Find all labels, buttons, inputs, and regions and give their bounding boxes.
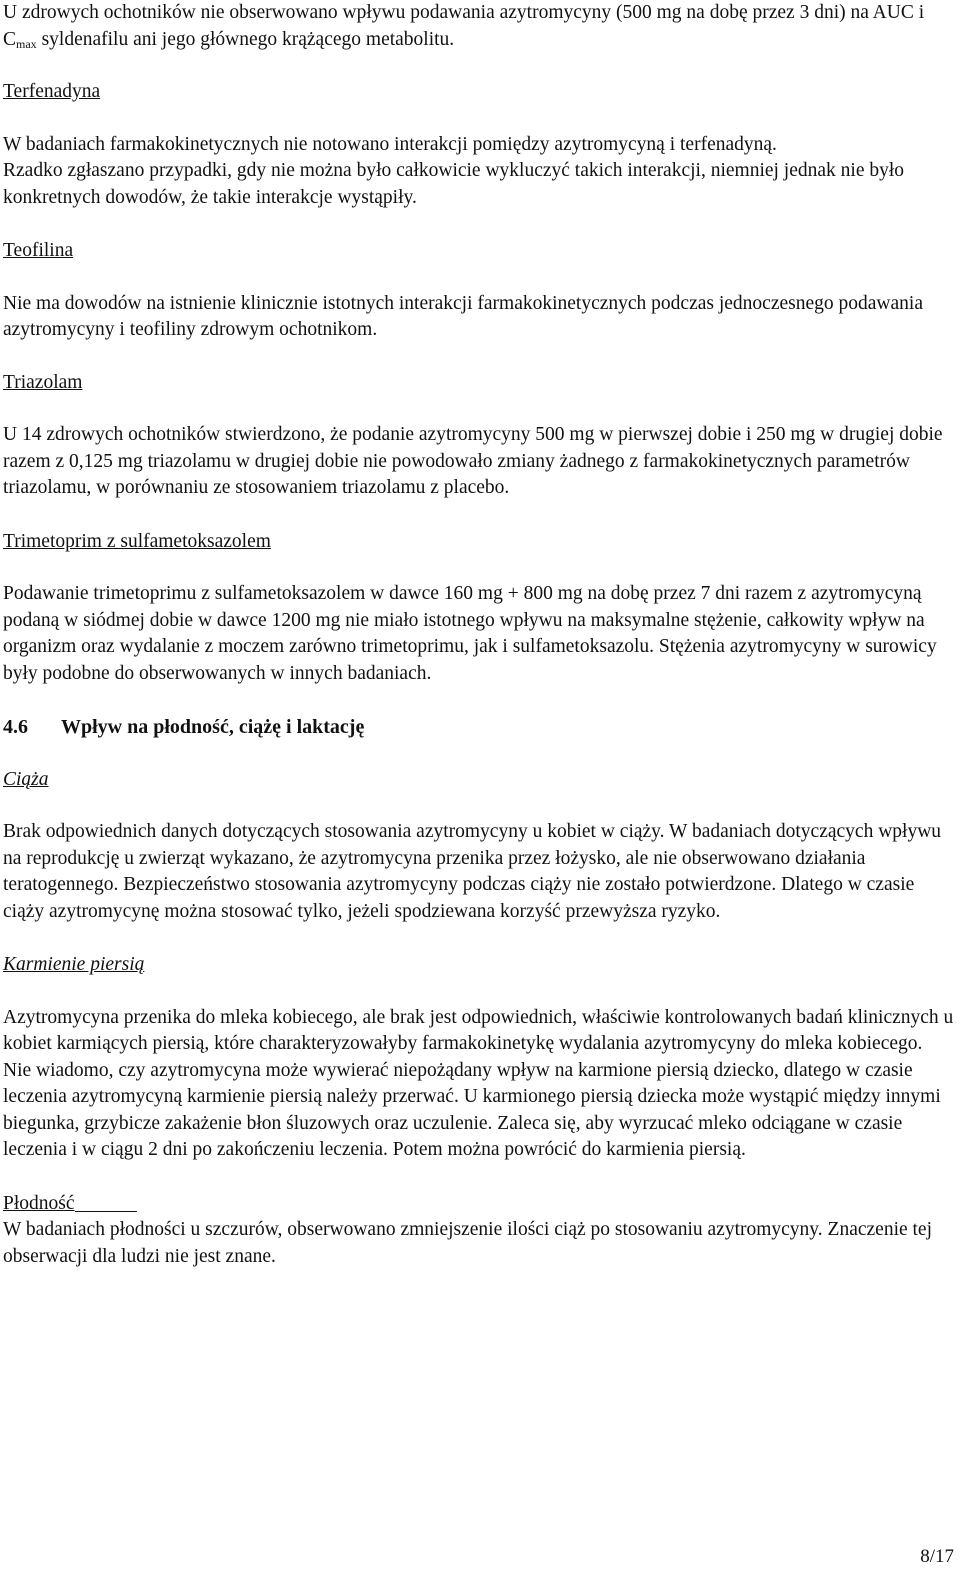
- heading-trimetoprim: Trimetoprim z sulfametoksazolem: [3, 530, 271, 552]
- heading-karmienie: Karmienie piersią: [3, 954, 145, 975]
- section-4-6-title: [3, 714, 955, 741]
- document-page: [3, 0, 955, 1270]
- terfenadyna-paragraph-1: W badaniach farmakokinetycznych nie notowano interakcji pomiędzy azytromycyną i terfenadyną.: [3, 133, 777, 155]
- triazolam-paragraph: U 14 zdrowych ochotników stwierdzono, że podanie azytromycyny 500 mg w pierwszej dobie i 250 mg w drugiej dobie razem z 0,125 mg triazolamu w drugiej dobie nie powodowało zmiany żadnego z farmakokinetycznych parametrów triazolamu, w porównaniu ze stosowaniem triazolamu z placebo.: [3, 424, 943, 498]
- page-number: 8/17: [920, 1545, 954, 1567]
- ciaza-paragraph: Brak odpowiednich danych dotyczących stosowania azytromycyny u kobiet w ciąży. W badaniach dotyczących wpływu na reprodukcję u zwierząt wykazano, że azytromycyna przenika przez łożysko, ale nie obserwowano działania teratogennego. Bezpieczeństwo stosowania azytromycyny podczas ciąży nie zostało potwierdzone. Dlatego w czasie ciąży azytromycynę można stosować tylko, jeżeli spodziewana korzyść przewyższa ryzyko.: [3, 821, 942, 922]
- heading-triazolam: Triazolam: [3, 371, 83, 393]
- intro-text: U zdrowych ochotników nie obserwowano wpływu podawania azytromycyny (500 mg na dobę przez 3 dni) na AUC i C: [3, 2, 925, 50]
- trimetoprim-paragraph: Podawanie trimetoprimu z sulfametoksazolem w dawce 160 mg + 800 mg na dobę przez 7 dni razem z azytromycyną podaną w siódmej dobie w dawce 1200 mg nie miało istotnego wpływu na maksymalne stężenie, całkowity wpływ na organizm oraz wydalanie z moczem zarówno trimetoprimu, jak i sulfametoksazolu. Stężenia azytromycyny w surowicy były podobne do obserwowanych w innych badaniach.: [3, 583, 937, 684]
- heading-teofilina: Teofilina: [3, 240, 74, 261]
- plodnosc-paragraph: W badaniach płodności u szczurów, obserwowano zmniejszenie ilości ciąż po stosowaniu azytromycyny. Znaczenie tej obserwacji dla ludzi nie jest znane.: [3, 1219, 933, 1267]
- section-number: 4.6: [3, 716, 28, 738]
- terfenadyna-paragraph-2: Rzadko zgłaszano przypadki, gdy nie można było całkowicie wykluczyć takich interakcji, niemniej jednak nie było konkretnych dowodów, że takie interakcje wystąpiły.: [3, 160, 905, 208]
- teofilina-paragraph: Nie ma dowodów na istnienie klinicznie istotnych interakcji farmakokinetycznych podczas jednoczesnego podawania azytromycyny i teofiliny zdrowym ochotnikom.: [3, 292, 923, 340]
- heading-ciaza: Ciąża: [3, 768, 49, 790]
- intro-text-after: syldenafilu ani jego głównego krążącego metabolitu.: [36, 28, 455, 50]
- section-title-text: Wpływ na płodność, ciążę i laktację: [61, 716, 365, 738]
- heading-plodnosc-row: [3, 1191, 955, 1218]
- heading-terfenadyna: Terfenadyna: [3, 81, 101, 102]
- intro-paragraph: [3, 0, 955, 53]
- heading-underline-extension: [75, 1193, 137, 1212]
- karmienie-paragraph: Azytromycyna przenika do mleka kobiecego, ale brak jest odpowiednich, właściwie kontrolowanych badań klinicznych u kobiet karmiących piersią, które charakteryzowałyby farmakokinetykę wydalania azytromycyny do mleka kobiecego. Nie wiadomo, czy azytromycyna może wywierać niepożądany wpływ na karmione piersią dziecko, dlatego w czasie leczenia azytromycyną karmienie piersią należy przerwać. U karmionego piersią dziecka może wystąpić między innymi biegunka, grzybicze zakażenie błon śluzowych oraz uczulenie. Zaleca się, aby wyrzucać mleko odciągane w czasie leczenia i w ciągu 2 dni po zakończeniu leczenia. Potem można powrócić do karmienia piersią.: [3, 1006, 954, 1160]
- heading-plodnosc: Płodność: [3, 1192, 75, 1214]
- intro-subscript: max: [16, 36, 37, 51]
